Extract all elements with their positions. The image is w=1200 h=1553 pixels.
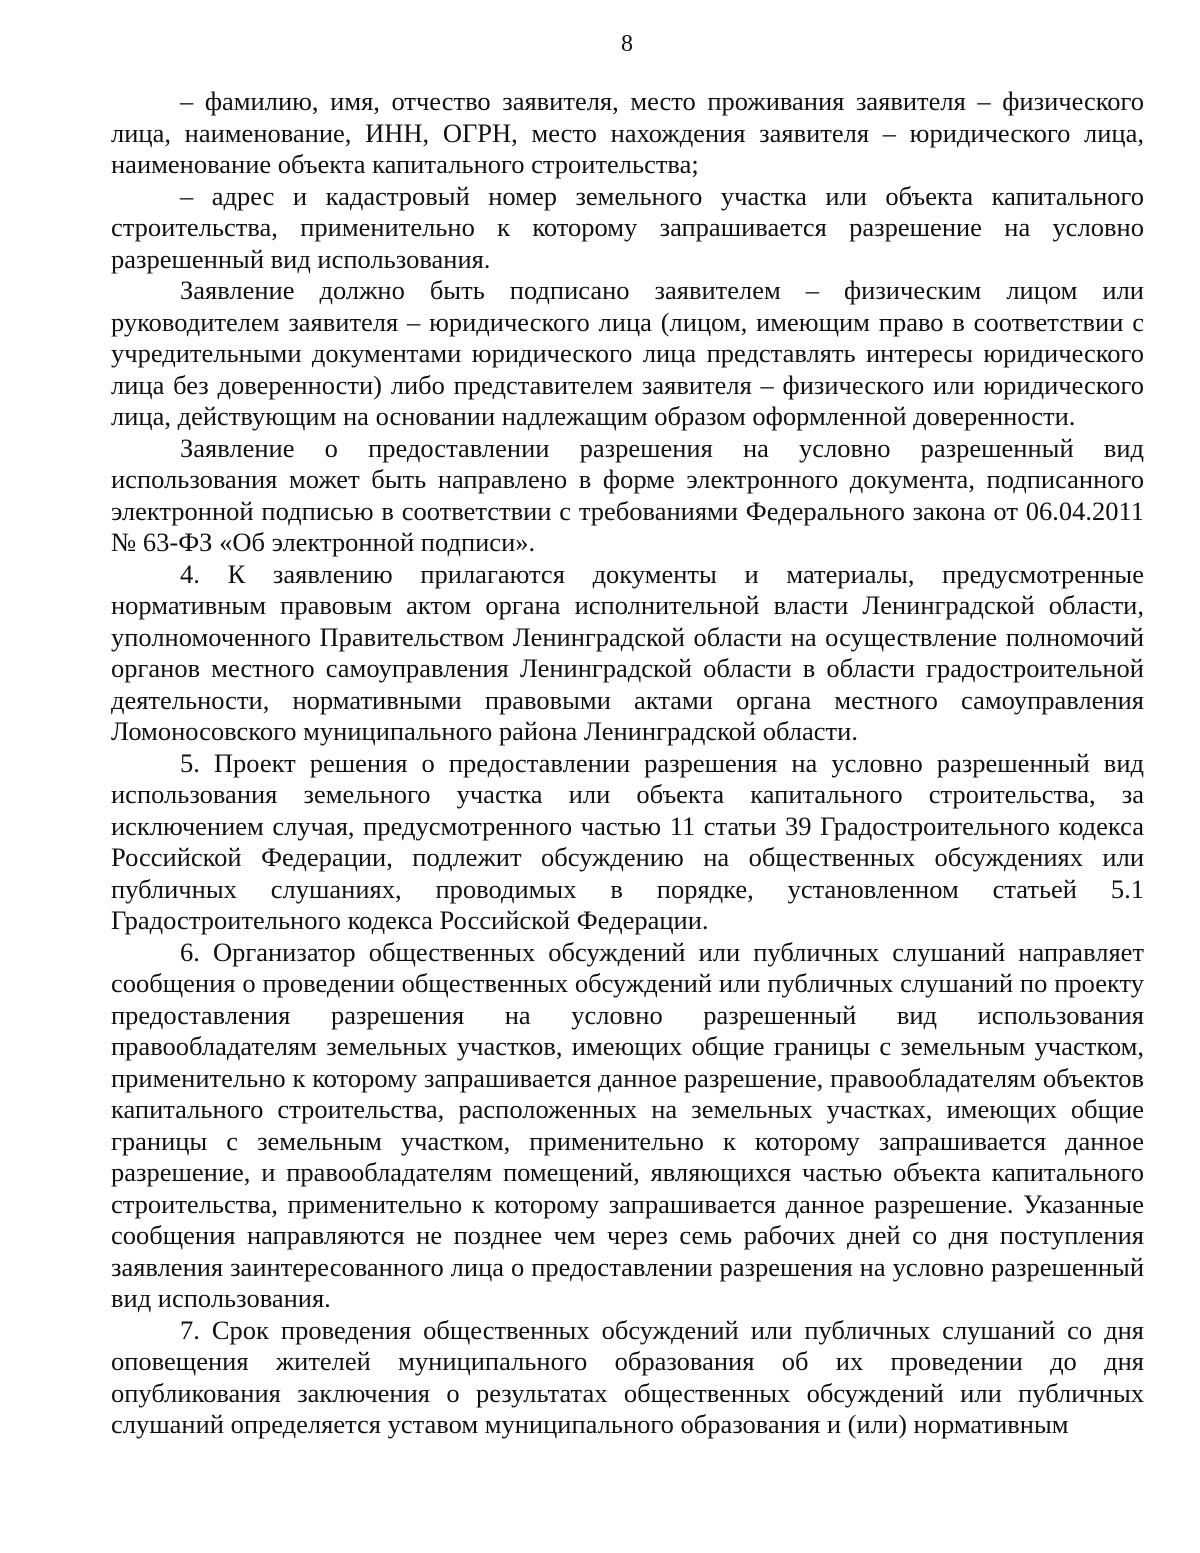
paragraph-signature-requirement: Заявление должно быть подписано заявителем – физическим лицом или руководителем заявителя – юридического лица (лицом, имеющим право в соответствии с учредительными документами юридического лица представлять интересы юридического лица без доверенности) либо представителем заявителя – физического или юридического лица, действующим на основании надлежащим образом оформленной доверенности. <box>111 275 1144 431</box>
paragraph-item-7: 7. Срок проведения общественных обсуждений или публичных слушаний со дня оповещения жителей муниципального образования об их проведении до дня опубликования заключения о результатах общественных обсуждений или публичных слушаний определяется уставом муниципального образования и (или) нормативным <box>111 1314 1144 1439</box>
paragraph-applicant-name: – фамилию, имя, отчество заявителя, место проживания заявителя – физического лица, наименование, ИНН, ОГРН, место нахождения заявителя – юридического лица, наименование объекта капитального строительства; <box>111 86 1144 179</box>
paragraph-item-5: 5. Проект решения о предоставлении разрешения на условно разрешенный вид использования земельного участка или объекта капитального строительства, за исключением случая, предусмотренного частью 11 статьи 39 Градостроительного кодекса Российской Федерации, подлежит обсуждению на общественных обсуждениях или публичных слушаниях, проводимых в порядке, установленном статьей 5.1 Градостроительного кодекса Российской Федерации. <box>111 747 1144 935</box>
paragraph-item-6: 6. Организатор общественных обсуждений или публичных слушаний направляет сообщения о проведении общественных обсуждений или публичных слушаний по проекту предоставления разрешения на условно разрешенный вид использования правообладателям земельных участков, имеющих общие границы с земельным участком, применительно к которому запрашивается данное разрешение, правообладателям объектов капитального строительства, расположенных на земельных участках, имеющих общие границы с земельным участком, применительно к которому запрашивается данное разрешение, и правообладателям помещений, являющихся частью объекта капитального строительства, применительно к которому запрашивается данное разрешение. Указанные сообщения направляются не позднее чем через семь рабочих дней со дня поступления заявления заинтересованного лица о предоставлении разрешения на условно разрешенный вид использования. <box>111 936 1144 1313</box>
paragraph-electronic-submission: Заявление о предоставлении разрешения на условно разрешенный вид использования может быть направлено в форме электронного документа, подписанного электронной подписью в соответствии с требованиями Федерального закона от 06.04.2011 № 63-ФЗ «Об электронной подписи». <box>111 432 1144 557</box>
page-number: 8 <box>621 31 633 57</box>
document-body <box>111 86 1144 1441</box>
paragraph-land-address: – адрес и кадастровый номер земельного участка или объекта капитального строительства, применительно к которому запрашивается разрешение на условно разрешенный вид использования. <box>111 180 1144 274</box>
paragraph-item-4: 4. К заявлению прилагаются документы и материалы, предусмотренные нормативным правовым актом органа исполнительной власти Ленинградской области, уполномоченного Правительством Ленинградской области на осуществление полномочий органов местного самоуправления Ленинградской области в области градостроительной деятельности, нормативными правовыми актами органа местного самоуправления Ломоносовского муниципального района Ленинградской области. <box>111 558 1144 746</box>
